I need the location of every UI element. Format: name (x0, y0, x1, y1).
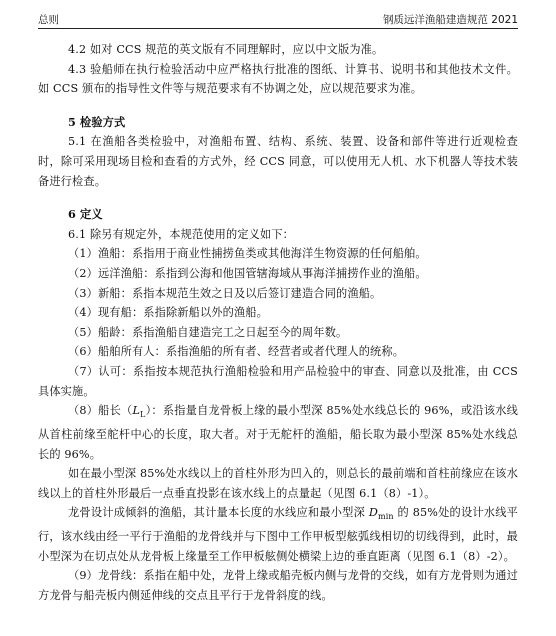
depth-symbol: D (368, 506, 378, 520)
paragraph-5-1: 5.1 在渔船各类检验中，对渔船布置、结构、系统、装置、设备和部件等进行近观检查时，除可采用现场目检和查看的方式外，经 CCS 同意，可以使用无人机、水下机器人等技术装备进行检查。 (38, 135, 518, 188)
paragraph-4-2: 4.2 如对 CCS 规范的英文版有不同理解时，应以中文版为准。 (68, 43, 384, 56)
page-header (38, 8, 518, 29)
depth-subscript: min (377, 512, 394, 522)
definition-1: （1）渔船：系指用于商业性捕捞鱼类或其他海洋生物资源的任何船舶。 (68, 247, 427, 261)
section-5-heading: 5 检验方式 (68, 114, 126, 129)
definition-9: （9）龙骨线：系指在船中处，龙骨上缘或船壳板内侧与龙骨的交线，如有方龙骨则为通过方龙骨与船壳板内侧延伸线的交点且平行于龙骨斜度的线。 (38, 569, 518, 602)
definition-8-lead: （8）船长（ (68, 404, 133, 418)
definition-7: （7）认可：系指按本规范执行渔船检验和用产品检验中的审查、同意以及批准，由 CCS 具体实施。 (38, 364, 518, 398)
header-document-title: 钢质远洋渔船建造规范 2021 (382, 14, 518, 26)
header-section-title: 总则 (38, 14, 59, 26)
definition-8-note-2-body: 的 85%处的设计水线平行，该水线由经一平行于渔船的龙骨线并与下图中工作甲板型舷弧线相切的切线得到，此时，最小型深为在切点处从龙骨板上缘量至工作甲板舷侧处横梁上边的垂直距离（见图 6.1（8）-2）。 (38, 506, 518, 563)
definition-8-note-1: 如在最小型深 85%处水线以上的首柱外形为凹入的，则总长的最前端和首柱前缘应在该水线以上的首柱外形最后一点垂直投影在该水线上的点量起（见图 6.1（8）-1）。 (38, 467, 518, 500)
definition-3: （3）新船：系指本规范生效之日及以后签订建造合同的渔船。 (68, 286, 382, 300)
length-subscript: L (140, 410, 146, 420)
section-6-heading: 6 定义 (68, 207, 103, 222)
definition-8-note-2 (38, 503, 518, 566)
definition-8 (38, 401, 518, 464)
paragraph-6-1: 6.1 除另有规定外，本规范使用的定义如下： (68, 227, 295, 241)
definition-4: （4）现有船：系指除新船以外的渔船。 (68, 306, 269, 320)
paragraph-4-3: 4.3 验船师在执行检验活动中应严格执行批准的图纸、计算书、说明书和其他技术文件。如 CCS 颁布的指导性文件等与规范要求有不协调之处，应以规范要求为准。 (38, 62, 518, 96)
length-symbol: L (132, 404, 141, 418)
document-body (38, 40, 518, 606)
definition-8-body: ）：系指量自龙骨板上缘的最小型深 85%处水线总长的 96%，或沿该水线从首柱前缘至舵杆中心的长度，取大者。对于无舵杆的渔船，船长取为最小型深 85%处水线总长的 96%。 (38, 404, 518, 461)
definition-5: （5）船龄：系指渔船自建造完工之日起至今的周年数。 (68, 325, 348, 339)
definition-8-note-2-lead: 龙骨设计成倾斜的渔船，其计量本长度的水线应和最小型深 (68, 506, 369, 520)
definition-2: （2）远洋渔船：系指到公海和他国管辖海域从事海洋捕捞作业的渔船。 (68, 266, 427, 280)
definition-6: （6）船舶所有人：系指渔船的所有者、经营者或者代理人的统称。 (68, 345, 405, 359)
